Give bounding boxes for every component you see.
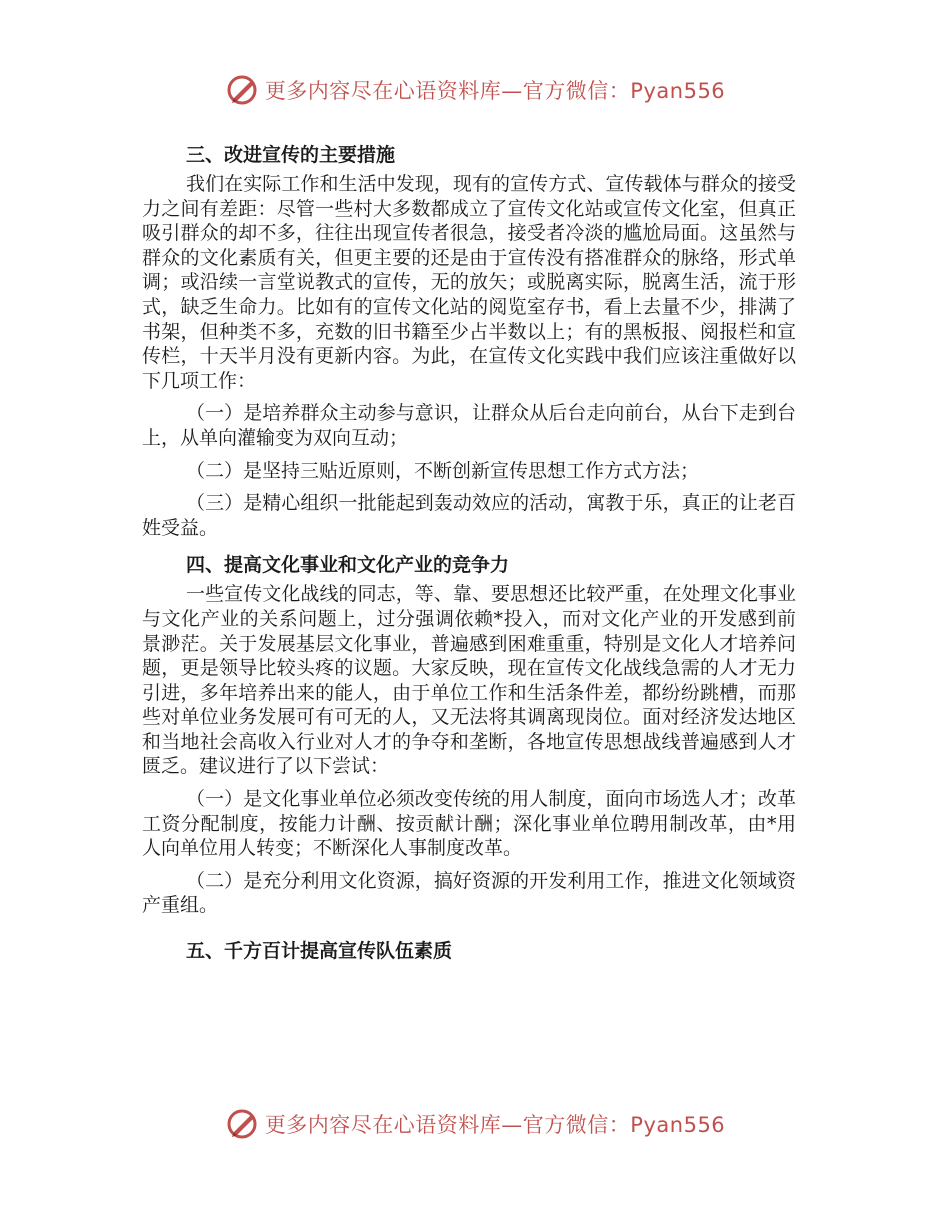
paragraph: （二）是充分利用文化资源，搞好资源的开发利用工作，推进文化领域资产重组。 xyxy=(142,869,796,917)
footer-banner xyxy=(0,1104,950,1144)
paragraph: 一些宣传文化战线的同志，等、靠、要思想还比较严重，在处理文化事业与文化产业的关系问题上，过分强调依赖*投入，而对文化产业的开发感到前景渺茫。关于发展基层文化事业，普遍感到困难重重，特别是文化人才培养问题，更是领导比较头疼的议题。大家反映，现在宣传文化战线急需的人才无力引进，多年培养出来的能人，由于单位工作和生活条件差，都纷纷跳槽，而那些对单位业务发展可有可无的人，又无法将其调离现岗位。面对经济发达地区和当地社会高收入行业对人才的争夺和垄断，各地宣传思想战线普遍感到人才匮乏。建议进行了以下尝试： xyxy=(142,583,796,778)
paragraph: 我们在实际工作和生活中发现，现有的宣传方式、宣传载体与群众的接受力之间有差距：尽管一些村大多数都成立了宣传文化站或宣传文化室，但真正吸引群众的却不多，往往出现宣传者很急，接受者冷淡的尴尬局面。这虽然与群众的文化素质有关，但更主要的还是由于宣传没有搭准群众的脉络，形式单调；或沿续一言堂说教式的宣传，无的放矢；或脱离实际，脱离生活，流于形式，缺乏生命力。比如有的宣传文化站的阅览室存书，看上去量不少，排满了书架，但种类不多，充数的旧书籍至少占半数以上；有的黑板报、阅报栏和宣传栏，十天半月没有更新内容。为此，在宣传文化实践中我们应该注重做好以下几项工作： xyxy=(142,173,796,392)
section-heading: 三、改进宣传的主要措施 xyxy=(186,144,396,166)
header-banner xyxy=(0,70,950,110)
paragraph: （一）是文化事业单位必须改变传统的用人制度，面向市场选人才；改革工资分配制度，按能力计酬、按贡献计酬；深化事业单位聘用制改革，由*用人向单位用人转变；不断深化人事制度改革。 xyxy=(142,788,796,860)
section-heading: 四、提高文化事业和文化产业的竞争力 xyxy=(186,554,510,577)
banner-text: 更多内容尽在心语资料库—官方微信：Pyan556 xyxy=(264,79,726,103)
document-body xyxy=(142,138,796,968)
banner-text: 更多内容尽在心语资料库—官方微信：Pyan556 xyxy=(264,1113,726,1137)
paragraph: （一）是培养群众主动参与意识，让群众从后台走向前台，从台下走到台上，从单向灌输变为双向互动； xyxy=(142,402,796,449)
section-heading: 五、千方百计提高宣传队伍素质 xyxy=(186,940,453,963)
pen-logo-icon xyxy=(225,73,259,107)
paragraph: （三）是精心组织一批能起到轰动效应的活动，寓教于乐，真正的让老百姓受益。 xyxy=(142,492,796,539)
paragraph: （二）是坚持三贴近原则，不断创新宣传思想工作方式方法； xyxy=(186,459,700,482)
pen-logo-icon xyxy=(225,1107,259,1141)
